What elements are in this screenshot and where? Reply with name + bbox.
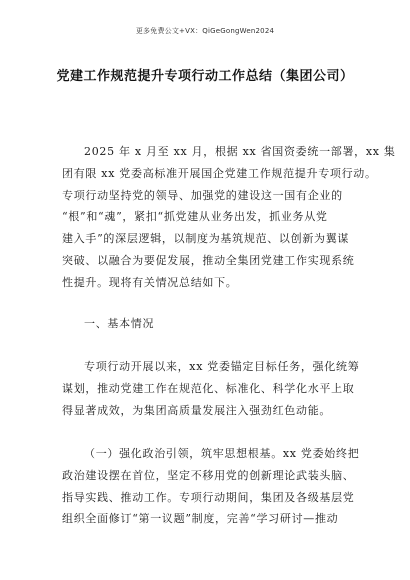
paragraph-line: 建入手”的深层逻辑，以制度为基筑规范、以创新为翼谋 (62, 232, 350, 246)
document-title: 党建工作规范提升专项行动工作总结（集团公司） (56, 69, 354, 84)
paragraph-line: 团有限 xx 党委高标准开展国企党建工作规范提升专项行动。 (62, 166, 377, 180)
paragraph-line: 政治建设摆在首位，坚定不移用党的创新理论武装头脑、 (62, 468, 355, 482)
paragraph-line: 性提升。现将有关情况总结如下。 (62, 275, 238, 289)
paragraph-line: 专项行动坚持党的领导、加强党的建设这一国有企业的 (62, 188, 343, 202)
paragraph-line: 得显著成效，为集团高质量发展注入强劲红色动能。 (62, 403, 332, 417)
intro-paragraph (62, 141, 396, 294)
paragraph-line: 组织全面修订“第一议题”制度，完善“学习研讨—推动 (62, 512, 339, 526)
paragraph-line: 谋划，推动党建工作在规范化、标准化、科学化水平上取 (62, 381, 355, 395)
section-heading: 一、基本情况 (84, 317, 155, 330)
paragraph-line: 专项行动开展以来，xx 党委锚定目标任务，强化统筹 (84, 360, 360, 373)
paragraph-line: （一）强化政治引领，筑牢思想根基。xx 党委始终把 (84, 447, 360, 460)
header-note: 更多免费公文+VX：QiGeGongWen2024 (135, 27, 275, 35)
paragraph-line: 突破、以融合为要促发展，推动全集团党建工作实现系统 (62, 253, 355, 267)
subsection1-paragraph (62, 443, 360, 530)
paragraph-line: 2025 年 x 月至 xx 月，根据 xx 省国资委统一部署，xx 集 (84, 145, 396, 158)
paragraph-line: “根”和“魂”，紧扣“抓党建从业务出发，抓业务从党 (62, 210, 328, 224)
section1-paragraph (62, 356, 360, 421)
section-heading-basic-situation (62, 313, 354, 335)
paragraph-line: 指导实践、推动工作。专项行动期间，集团及各级基层党 (62, 490, 355, 504)
